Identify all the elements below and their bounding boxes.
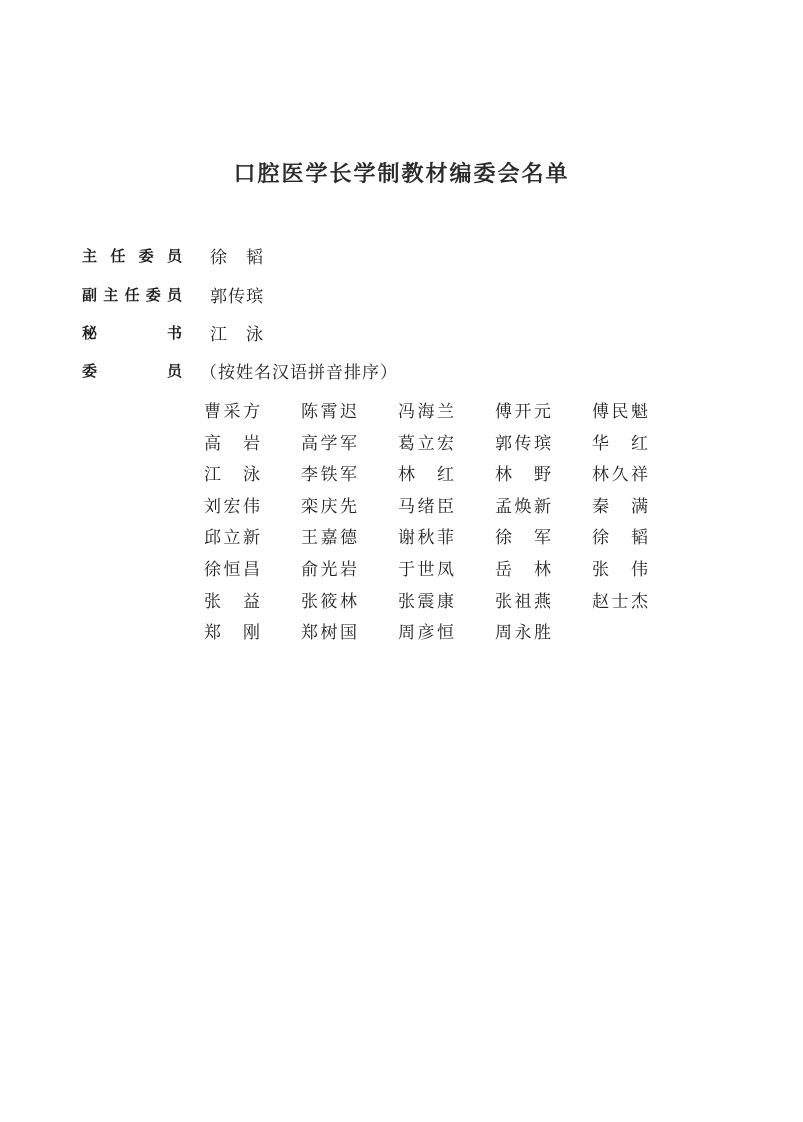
name-char: 张 (398, 591, 415, 612)
member-name (495, 618, 551, 650)
name-char: 开 (514, 402, 532, 422)
role-label-secretary (82, 322, 182, 343)
role-row-members (82, 358, 398, 382)
name-char: 李 (301, 465, 318, 486)
label-char: 委 (145, 285, 161, 304)
member-name (592, 555, 648, 587)
name-char: 曹 (204, 402, 221, 422)
name-char: 高 (204, 433, 221, 454)
name-char: 宏 (437, 433, 454, 454)
member-name (204, 492, 260, 524)
name-char: 赵 (592, 591, 609, 612)
name-char: 郑 (301, 623, 318, 644)
member-name (495, 555, 551, 587)
name-char: 迟 (340, 402, 357, 422)
member-name (301, 523, 357, 555)
name-char: 野 (534, 465, 551, 486)
name-char: 军 (534, 528, 551, 549)
name-char: 满 (631, 496, 648, 517)
member-name (398, 523, 454, 555)
member-name (301, 492, 357, 524)
name-char: 学 (320, 433, 338, 454)
name-char: 立 (417, 433, 435, 454)
name-char: 岳 (495, 559, 512, 580)
member-name (592, 523, 648, 555)
name-char: 陈 (301, 402, 318, 422)
name-char: 士 (611, 591, 629, 612)
name-char: 张 (592, 559, 609, 580)
member-name (592, 587, 648, 619)
name-char: 周 (495, 623, 512, 644)
name-char: 德 (340, 528, 357, 549)
role-row-secretary (82, 320, 264, 344)
member-name (301, 618, 357, 650)
name-char: 冯 (398, 402, 415, 422)
member-name (204, 460, 260, 492)
name-char: 新 (243, 528, 260, 549)
name-char: 胜 (534, 623, 551, 644)
member-name (204, 587, 260, 619)
name-char: 张 (301, 591, 318, 612)
name-char: 马 (398, 496, 415, 517)
role-value-vice-director: 郭传瑸 (210, 286, 264, 307)
members-sort-note: （按姓名汉语拼音排序） (200, 362, 398, 383)
role-label-members (82, 360, 182, 381)
name-char: 燕 (534, 591, 551, 612)
label-char: 员 (166, 246, 182, 265)
name-char: 采 (223, 402, 241, 422)
member-name (204, 555, 260, 587)
name-char: 林 (340, 591, 357, 612)
name-char: 霄 (320, 402, 338, 422)
member-name (398, 429, 454, 461)
member-name (301, 587, 357, 619)
member-name (495, 587, 551, 619)
name-char: 林 (534, 559, 551, 580)
name-char: 新 (534, 496, 551, 517)
role-value-secretary: 江 泳 (210, 324, 264, 345)
name-char: 傅 (592, 402, 609, 422)
name-char: 军 (340, 433, 357, 454)
name-char: 宏 (223, 496, 241, 517)
name-char: 林 (398, 465, 415, 486)
name-char: 焕 (514, 496, 532, 517)
name-char: 葛 (398, 433, 415, 454)
name-char: 军 (340, 465, 357, 486)
name-char: 绪 (417, 496, 435, 517)
member-name (495, 397, 551, 429)
member-name (204, 523, 260, 555)
name-char: 岩 (340, 559, 357, 580)
name-char: 林 (495, 465, 512, 486)
member-name (398, 460, 454, 492)
name-char: 栾 (301, 496, 318, 517)
name-char: 元 (534, 402, 551, 422)
member-name (204, 429, 260, 461)
name-char: 秋 (417, 528, 435, 549)
name-char: 郑 (204, 623, 221, 644)
name-char: 嘉 (320, 528, 338, 549)
name-char: 高 (301, 433, 318, 454)
name-char: 岩 (243, 433, 260, 454)
name-char: 红 (631, 433, 648, 454)
member-name (592, 460, 648, 492)
label-char: 员 (166, 361, 182, 380)
member-name (301, 429, 357, 461)
member-name (592, 429, 648, 461)
name-char: 张 (495, 591, 512, 612)
name-char: 方 (243, 402, 260, 422)
name-char: 孟 (495, 496, 512, 517)
name-char: 光 (320, 559, 338, 580)
name-char: 刘 (204, 496, 221, 517)
member-name (495, 429, 551, 461)
name-char: 华 (592, 433, 609, 454)
document-title: 口腔医学长学制教材编委会名单 (233, 162, 570, 187)
name-char: 伟 (243, 496, 260, 517)
name-char: 傅 (495, 402, 512, 422)
name-char: 谢 (398, 528, 415, 549)
member-name (592, 397, 648, 429)
member-name (495, 523, 551, 555)
name-char: 筱 (320, 591, 338, 612)
name-char: 民 (611, 402, 629, 422)
name-char: 臣 (437, 496, 454, 517)
name-char: 先 (340, 496, 357, 517)
name-char: 刚 (243, 623, 260, 644)
name-char: 祥 (631, 465, 648, 486)
label-char: 主 (103, 285, 119, 304)
name-char: 恒 (223, 559, 241, 580)
name-char: 兰 (437, 402, 454, 422)
name-char: 郭 (495, 433, 512, 454)
member-name (398, 618, 454, 650)
name-char: 凤 (437, 559, 454, 580)
name-char: 徐 (495, 528, 512, 549)
name-char: 昌 (243, 559, 260, 580)
member-name (495, 492, 551, 524)
member-name (495, 460, 551, 492)
role-row-vice-director (82, 282, 264, 306)
name-char: 永 (514, 623, 532, 644)
name-char: 红 (437, 465, 454, 486)
member-name (301, 460, 357, 492)
name-char: 祖 (514, 591, 532, 612)
name-char: 王 (301, 528, 318, 549)
name-char: 张 (204, 591, 221, 612)
name-char: 瑸 (534, 433, 551, 454)
label-char: 委 (82, 361, 98, 380)
name-char: 立 (223, 528, 241, 549)
name-char: 铁 (320, 465, 338, 486)
member-name (204, 397, 260, 429)
name-char: 徐 (592, 528, 609, 549)
name-char: 秦 (592, 496, 609, 517)
name-char: 魁 (631, 402, 648, 422)
role-row-director (82, 243, 264, 267)
name-char: 周 (398, 623, 415, 644)
member-name (301, 397, 357, 429)
name-char: 世 (417, 559, 435, 580)
name-char: 久 (611, 465, 629, 486)
name-char: 邱 (204, 528, 221, 549)
member-name (398, 555, 454, 587)
name-char: 传 (514, 433, 532, 454)
role-label-director (82, 245, 182, 266)
name-char: 江 (204, 465, 221, 486)
name-char: 徐 (204, 559, 221, 580)
name-char: 俞 (301, 559, 318, 580)
label-char: 副 (82, 285, 98, 304)
name-char: 康 (437, 591, 454, 612)
member-name (398, 492, 454, 524)
name-char: 彦 (417, 623, 435, 644)
role-value-director: 徐 韬 (210, 247, 264, 268)
label-char: 秘 (82, 323, 98, 342)
member-name (398, 587, 454, 619)
role-label-vice-director (82, 284, 182, 305)
label-char: 委 (138, 246, 154, 265)
name-char: 伟 (631, 559, 648, 580)
members-list (204, 397, 689, 650)
name-char: 杰 (631, 591, 648, 612)
name-char: 菲 (437, 528, 454, 549)
name-char: 泳 (243, 465, 260, 486)
name-char: 益 (243, 591, 260, 612)
label-char: 任 (110, 246, 126, 265)
name-char: 庆 (320, 496, 338, 517)
label-char: 主 (82, 246, 98, 265)
name-char: 韬 (631, 528, 648, 549)
member-name (301, 555, 357, 587)
name-char: 于 (398, 559, 415, 580)
name-char: 海 (417, 402, 435, 422)
member-name (398, 397, 454, 429)
label-char: 书 (166, 323, 182, 342)
name-char: 震 (417, 591, 435, 612)
name-char: 林 (592, 465, 609, 486)
member-name (592, 492, 648, 524)
label-char: 任 (124, 285, 140, 304)
member-name (204, 618, 260, 650)
name-char: 树 (320, 623, 338, 644)
name-char: 国 (340, 623, 357, 644)
label-char: 员 (166, 285, 182, 304)
name-char: 恒 (437, 623, 454, 644)
